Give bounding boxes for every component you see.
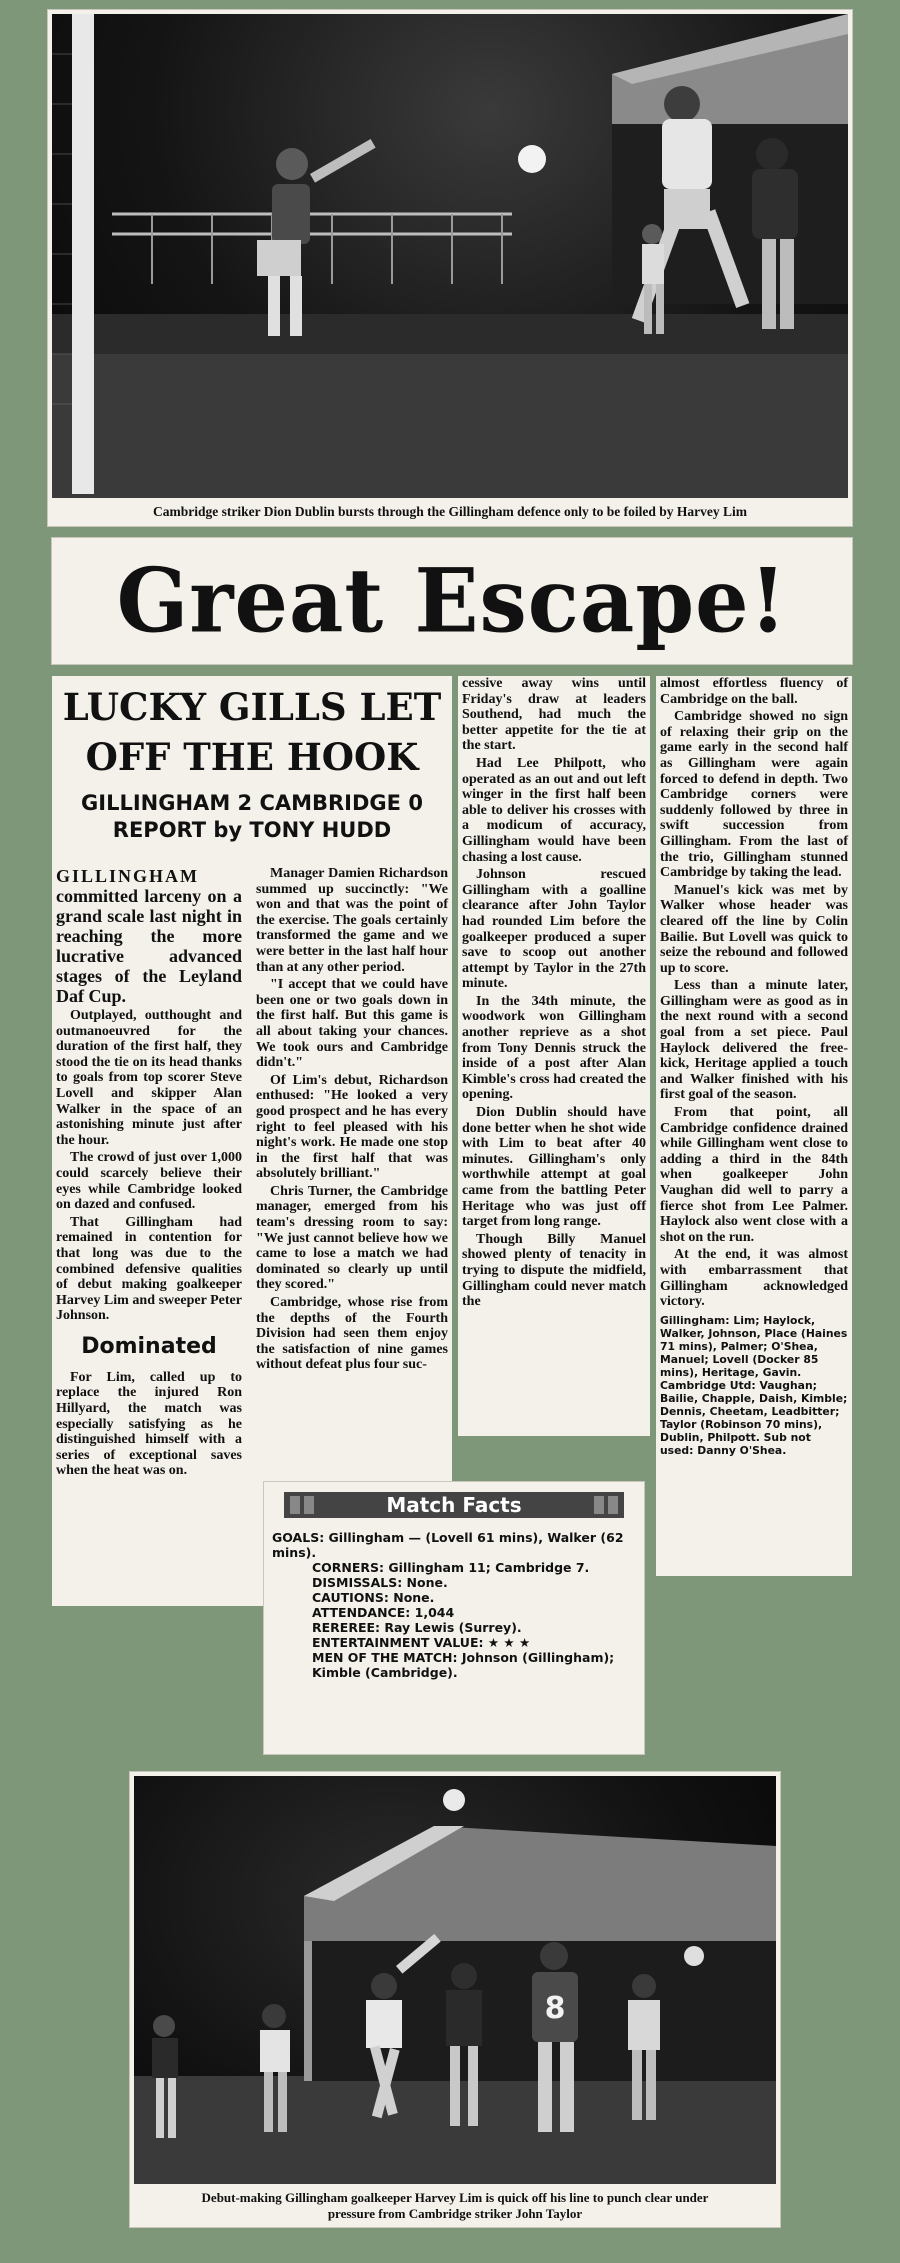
bottom-photo-caption	[130, 2190, 780, 2222]
paragraph: Less than a minute later, Gillingham were as good as in the next round with a second goal from a set piece. Paul Haylock delivered the free-kick, Heritage applied a touch and Walker finished with his first goal of the season.	[660, 978, 848, 1103]
paragraph: Dion Dublin should have done better when he shot wide with Lim to beat after 40 minutes. Gillingham's only worthwhile attempt at goal came from the battling Peter Heritage who was just off target from long range.	[462, 1105, 646, 1230]
match-facts-box	[264, 1482, 644, 1754]
article-left-block	[52, 676, 452, 1606]
top-photo-clipping	[48, 10, 852, 526]
article-title	[52, 682, 452, 782]
bottom-match-photo	[134, 1776, 776, 2184]
section-heading-dominated: Dominated	[81, 1333, 217, 1359]
match-facts-body	[272, 1530, 636, 1680]
paragraph: Though Billy Manuel showed plenty of tenacity in trying to dispute the midfield, Gillingham could never match the	[462, 1231, 646, 1310]
paragraph: cessive away wins until Friday's draw at leaders Southend, had much the better appetite for the tie at the start.	[462, 676, 646, 754]
lead-text: committed larceny on a grand scale last night in reaching the more lucrative advanced stages of the Leyland Daf Cup.	[56, 886, 242, 1006]
team-lineups	[660, 1314, 848, 1457]
fact-goals: GOALS: Gillingham — (Lovell 61 mins), Walker (62 mins).	[272, 1530, 624, 1560]
cambridge-lineup-text: Vaughan; Bailie, Chapple, Daish, Kimble; Dennis, Cheetam, Leadbitter; Taylor (Robinson 70 mins), Dublin, Philpott. Sub not used: Danny O'Shea.	[660, 1378, 848, 1457]
paragraph: Manager Damien Richardson summed up succinctly: "We won and that was the point of the exercise. The goals certainly transformed the game and we were better in the last half hour than at any other period.	[256, 866, 448, 975]
bottom-caption-line-2: pressure from Cambridge striker John Taylor	[327, 2206, 583, 2221]
paragraph: Cambridge, whose rise from the depths of the Fourth Division had seen them enjoy the satisfaction of nine games without defeat plus four suc-	[256, 1295, 448, 1373]
bottom-caption-line-1: Debut-making Gillingham goalkeeper Harvey Lim is quick off his line to punch clear under	[201, 2190, 709, 2205]
paragraph: Johnson rescued Gillingham with a goalline clearance after John Taylor had rounded Lim before the goalkeeper produced a super save to scoop out another attempt by Taylor in the 27th minute.	[462, 867, 646, 992]
decorative-stripe	[594, 1496, 604, 1514]
paragraph: Of Lim's debut, Richardson enthused: "He looked a very good prospect and he has every right to feel pleased with his night's work. He made one stop in the first half that was absolutely brilliant."	[256, 1072, 448, 1182]
article-column-1	[52, 866, 246, 1606]
paragraph: In the 34th minute, the woodwork won Gillingham another reprieve as a shot from Tony Dennis struck the inside of a post after Alan Kimble's cross had created the opening.	[462, 993, 646, 1103]
gillingham-lineup	[660, 1314, 848, 1379]
article-title-line-1: LUCKY GILLS LET	[62, 685, 442, 729]
top-photo-caption: Cambridge striker Dion Dublin bursts through the Gillingham defence only to be foiled by Harvey Lim	[153, 504, 747, 519]
paragraph: That Gillingham had remained in contention for that long was due to the combined defensive qualities of debut making goalkeeper Harvey Lim and sweeper Peter Johnson.	[56, 1214, 242, 1324]
top-match-photo	[52, 14, 848, 498]
cambridge-lineup	[660, 1379, 848, 1457]
match-facts-title: Match Facts	[386, 1493, 522, 1517]
headline-clipping	[52, 538, 852, 664]
main-headline: Great Escape!	[116, 548, 788, 653]
lead-caps: GILLINGHAM	[56, 866, 200, 886]
fact-corners: CORNERS: Gillingham 11; Cambridge 7.	[312, 1560, 590, 1575]
paragraph: From that point, all Cambridge confidence drained while Gillingham went close to adding a third in the 84th when goalkeeper John Vaughan did well to parry a fierce shot from Lee Palmer. Haylock also went close with a shot on the run.	[660, 1105, 848, 1245]
fact-entertainment: ENTERTAINMENT VALUE: ★ ★ ★	[312, 1635, 531, 1650]
match-facts-title-bar	[284, 1492, 624, 1518]
decorative-stripe	[608, 1496, 618, 1514]
paragraph: "I accept that we could have been one or two goals down in the first half. But this game is all about taking your chances. We took ours and Cambridge didn't."	[256, 977, 448, 1071]
paragraph: At the end, it was almost with embarrassment that Gillingham acknowledged victory.	[660, 1247, 848, 1310]
paragraph: Cambridge showed no sign of relaxing their grip on the game early in the second half as Gillingham were again forced to defend in depth. Two Cambridge corners were suddenly followed by three in swift succession from Gillingham. From the last of the trio, Gillingham stunned Cambridge by taking the lead.	[660, 709, 848, 881]
article-subtitle	[52, 790, 452, 844]
cambridge-lineup-label: Cambridge Utd:	[660, 1378, 756, 1392]
article-column-3	[458, 676, 650, 1436]
article-column-4	[656, 676, 852, 1576]
article-title-line-2: OFF THE HOOK	[85, 735, 419, 779]
bottom-photo-illustration	[134, 1776, 776, 2184]
fact-dismissals: DISMISSALS: None.	[312, 1575, 448, 1590]
paragraph: Chris Turner, the Cambridge manager, emerged from his team's dressing room to say: "We just cannot believe how we came to lose a match we had dominated so clearly up until they scored."	[256, 1183, 448, 1293]
gillingham-lineup-text: Lim; Haylock, Walker, Johnson, Place (Haines 71 mins), Palmer; O'Shea, Manuel; Lovell (Docker 85 mins), Heritage, Gavin.	[660, 1313, 848, 1379]
bottom-photo-clipping	[130, 1772, 780, 2227]
article-lead	[56, 866, 242, 1006]
shirt-number: 8	[544, 1991, 566, 2026]
decorative-stripe	[290, 1496, 300, 1514]
gillingham-lineup-label: Gillingham:	[660, 1313, 730, 1327]
decorative-stripe	[304, 1496, 314, 1514]
fact-attendance: ATTENDANCE: 1,044	[312, 1605, 455, 1620]
paragraph: Manuel's kick was met by Walker whose header was cleared off the line by Colin Bailie. But Lovell was quick to seize the rebound and followed up to score.	[660, 882, 848, 976]
byline: REPORT by TONY HUDD	[112, 818, 392, 842]
top-photo-illustration	[52, 14, 848, 498]
paragraph: The crowd of just over 1,000 could scarcely believe their eyes while Cambridge looked on dazed and confused.	[56, 1150, 242, 1213]
paragraph: For Lim, called up to replace the injured Ron Hillyard, the match was especially satisfying as he distinguished himself with a series of exceptional saves when the heat was on.	[56, 1369, 242, 1479]
fact-cautions: CAUTIONS: None.	[312, 1590, 435, 1605]
paragraph: Had Lee Philpott, who operated as an out and out left winger in the first half been able to deliver his crosses with a modicum of accuracy, Gillingham would have been chasing a lost cause.	[462, 755, 646, 865]
fact-referee: REREREE: Ray Lewis (Surrey).	[312, 1620, 522, 1635]
fact-men-of-match: MEN OF THE MATCH: Johnson (Gillingham); Kimble (Cambridge).	[312, 1650, 615, 1680]
paragraph: almost effortless fluency of Cambridge on the ball.	[660, 676, 848, 707]
scoreline: GILLINGHAM 2 CAMBRIDGE 0	[81, 791, 423, 815]
paragraph: Outplayed, outthought and outmanoeuvred for the duration of the first half, they stood the tie on its head thanks to goals from top scorer Steve Lovell and skipper Alan Walker in the space of an astonishing minute just after the hour.	[56, 1008, 242, 1148]
